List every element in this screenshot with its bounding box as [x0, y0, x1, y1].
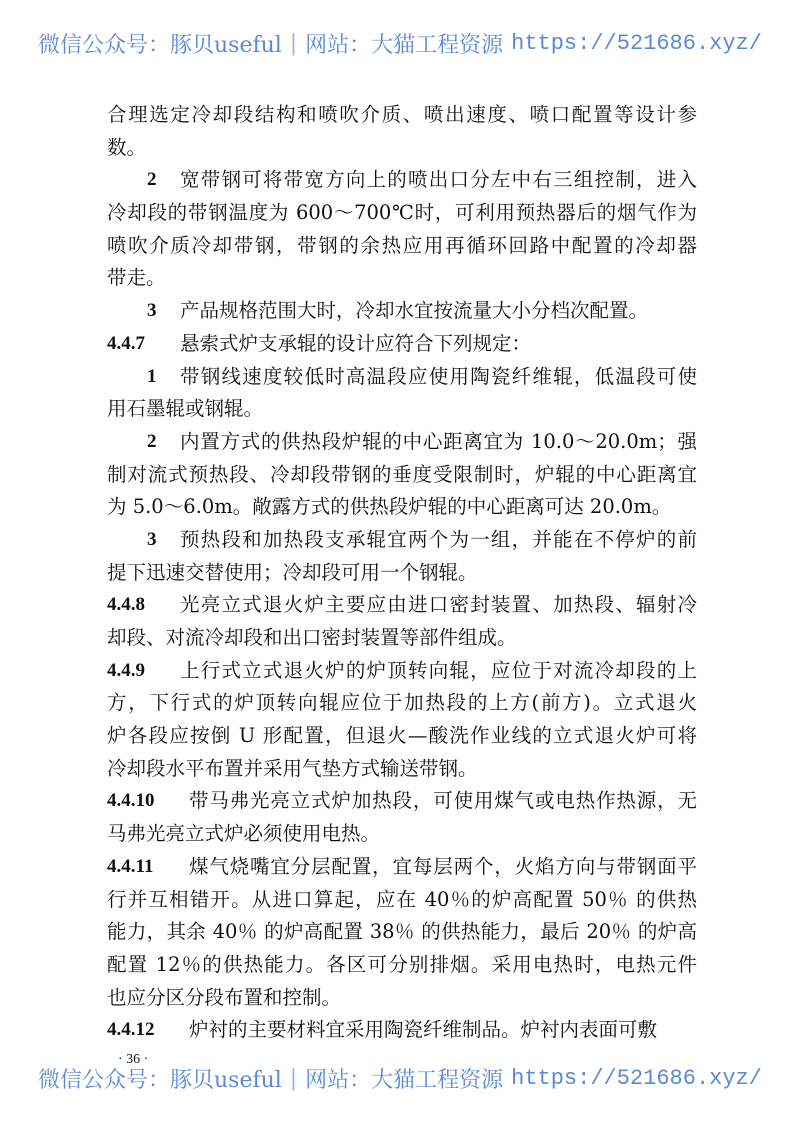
- text-line: [107, 655, 697, 688]
- line-text: 却段、对流冷却段和出口密封装置等部件组成。: [107, 626, 517, 649]
- sub-item: [107, 295, 697, 328]
- line-text: 炉各段应按倒 U 形配置，但退火—酸洗作业线的立式退火炉可将: [107, 724, 697, 748]
- text-line: [107, 982, 697, 1015]
- line-text: 带走。: [107, 266, 166, 290]
- line-text: 宽带钢可将带宽方向上的喷出口分左中右三组控制，进入: [180, 168, 697, 192]
- clause-number: 3: [147, 528, 157, 550]
- text-line: [107, 687, 697, 720]
- watermark-separator: |: [289, 31, 298, 56]
- line-text: 冷却段的带钢温度为 600～700℃时，可利用预热器后的烟气作为: [107, 201, 697, 225]
- text-line: [107, 230, 697, 263]
- text-line: [107, 295, 697, 328]
- line-text: 内置方式的供热段炉辊的中心距离宜为 10.0～20.0m；强: [180, 429, 697, 453]
- line-text: 炉衬的主要材料宜采用陶瓷纤维制品。炉衬内表面可敷: [189, 1018, 658, 1042]
- line-text: 也应分区分段布置和控制。: [107, 985, 342, 1009]
- line-text: 产品规格范围大时，冷却水宜按流量大小分档次配置。: [180, 299, 649, 323]
- watermark-site: 网站：大猫工程资源: [305, 1068, 504, 1093]
- section-clause: [107, 785, 697, 850]
- text-line: [107, 884, 697, 917]
- line-text: 配置 12％的供热能力。各区可分别排烟。采用电热时，电热元件: [107, 952, 697, 976]
- section-clause: [107, 851, 697, 1014]
- text-line: [107, 851, 697, 884]
- line-text: 喷吹介质冷却带钢，带钢的余热应用再循环回路中配置的冷却器: [107, 233, 697, 257]
- section-clause: [107, 655, 697, 786]
- text-line: [107, 459, 697, 492]
- line-text: 光亮立式退火炉主要应由进口密封装置、加热段、辐射冷: [180, 593, 697, 617]
- text-line: [107, 589, 697, 622]
- page-number: · 36 ·: [118, 1052, 149, 1067]
- text-line: [107, 524, 697, 557]
- watermark-wechat: 微信公众号：豚贝useful: [38, 33, 282, 58]
- sub-item: [107, 426, 697, 524]
- line-text: 带马弗光亮立式炉加热段，可使用煤气或电热作热源，无: [189, 789, 697, 813]
- section-clause: [107, 1014, 697, 1047]
- text-line: [107, 622, 697, 655]
- text-line: [107, 491, 697, 524]
- sub-item: [107, 361, 697, 426]
- line-text: 用石墨辊或钢辊。: [107, 397, 264, 421]
- sub-item: [107, 164, 697, 295]
- watermark-url: https://521686.xyz/: [511, 1066, 762, 1091]
- clause-number: 2: [147, 169, 157, 191]
- clause-number: 4.4.7: [107, 332, 145, 354]
- text-line: [107, 328, 697, 361]
- clause-number: 4.4.8: [107, 594, 145, 616]
- text-line: [107, 818, 697, 851]
- watermark-site: 网站：大猫工程资源: [305, 33, 504, 58]
- text-line: [107, 720, 697, 753]
- watermark-url: https://521686.xyz/: [511, 31, 762, 56]
- line-text: 冷却段水平布置并采用气垫方式输送带钢。: [107, 756, 478, 780]
- clause-number: 4.4.9: [107, 659, 145, 681]
- text-line: [107, 557, 697, 590]
- text-line: [107, 426, 697, 459]
- line-text: 数。: [107, 135, 147, 159]
- watermark-bottom: [38, 1063, 762, 1094]
- text-line: [107, 164, 697, 197]
- text-line: [107, 262, 697, 295]
- watermark-wechat: 微信公众号：豚贝useful: [38, 1068, 282, 1093]
- line-text: 方，下行式的炉顶转向辊应位于加热段的上方(前方)。立式退火: [107, 691, 697, 715]
- line-text: 合理选定冷却段结构和喷吹介质、喷出速度、喷口配置等设计参: [107, 103, 697, 126]
- line-text: 预热段和加热段支承辊宜两个为一组，并能在不停炉的前: [180, 527, 697, 551]
- text-line: [107, 361, 697, 394]
- line-text: 煤气烧嘴宜分层配置，宜每层两个，火焰方向与带钢面平: [189, 854, 697, 878]
- section-clause: [107, 589, 697, 654]
- text-line: [107, 393, 697, 426]
- line-text: 悬索式炉支承辊的设计应符合下列规定：: [180, 331, 532, 355]
- paragraph-continuation: [107, 99, 697, 164]
- clause-number: 4.4.12: [107, 1019, 155, 1041]
- text-line: [107, 197, 697, 230]
- document-body: [107, 99, 697, 1047]
- line-text: 上行式立式退火炉的炉顶转向辊，应位于对流冷却段的上: [180, 658, 697, 682]
- text-line: [107, 785, 697, 818]
- line-text: 行并互相错开。从进口算起，应在 40％的炉高配置 50％ 的供热: [107, 887, 697, 911]
- section-clause: [107, 328, 697, 361]
- clause-number: 2: [147, 430, 157, 452]
- watermark-top: [38, 28, 762, 59]
- clause-number: 4.4.10: [107, 790, 155, 812]
- line-text: 带钢线速度较低时高温段应使用陶瓷纤维辊，低温段可使: [180, 364, 697, 388]
- clause-number: 1: [147, 365, 157, 387]
- line-text: 能力，其余 40％ 的炉高配置 38％ 的供热能力，最后 20％ 的炉高: [107, 920, 697, 944]
- clause-number: 3: [147, 300, 157, 322]
- line-text: 提下迅速交替使用；冷却段可用一个钢辊。: [107, 560, 478, 584]
- text-line: [107, 916, 697, 949]
- line-text: 为 5.0～6.0m。敞露方式的供热段炉辊的中心距离可达 20.0m。: [107, 495, 672, 519]
- text-line: [107, 132, 697, 165]
- sub-item: [107, 524, 697, 589]
- text-line: [107, 949, 697, 982]
- watermark-separator: |: [289, 1066, 298, 1091]
- line-text: 马弗光亮立式炉必须使用电热。: [107, 822, 381, 846]
- text-line: [107, 99, 697, 132]
- clause-number: 4.4.11: [107, 855, 154, 877]
- text-line: [107, 1014, 697, 1047]
- text-line: [107, 753, 697, 786]
- line-text: 制对流式预热段、冷却段带钢的垂度受限制时，炉辊的中心距离宜: [107, 462, 697, 486]
